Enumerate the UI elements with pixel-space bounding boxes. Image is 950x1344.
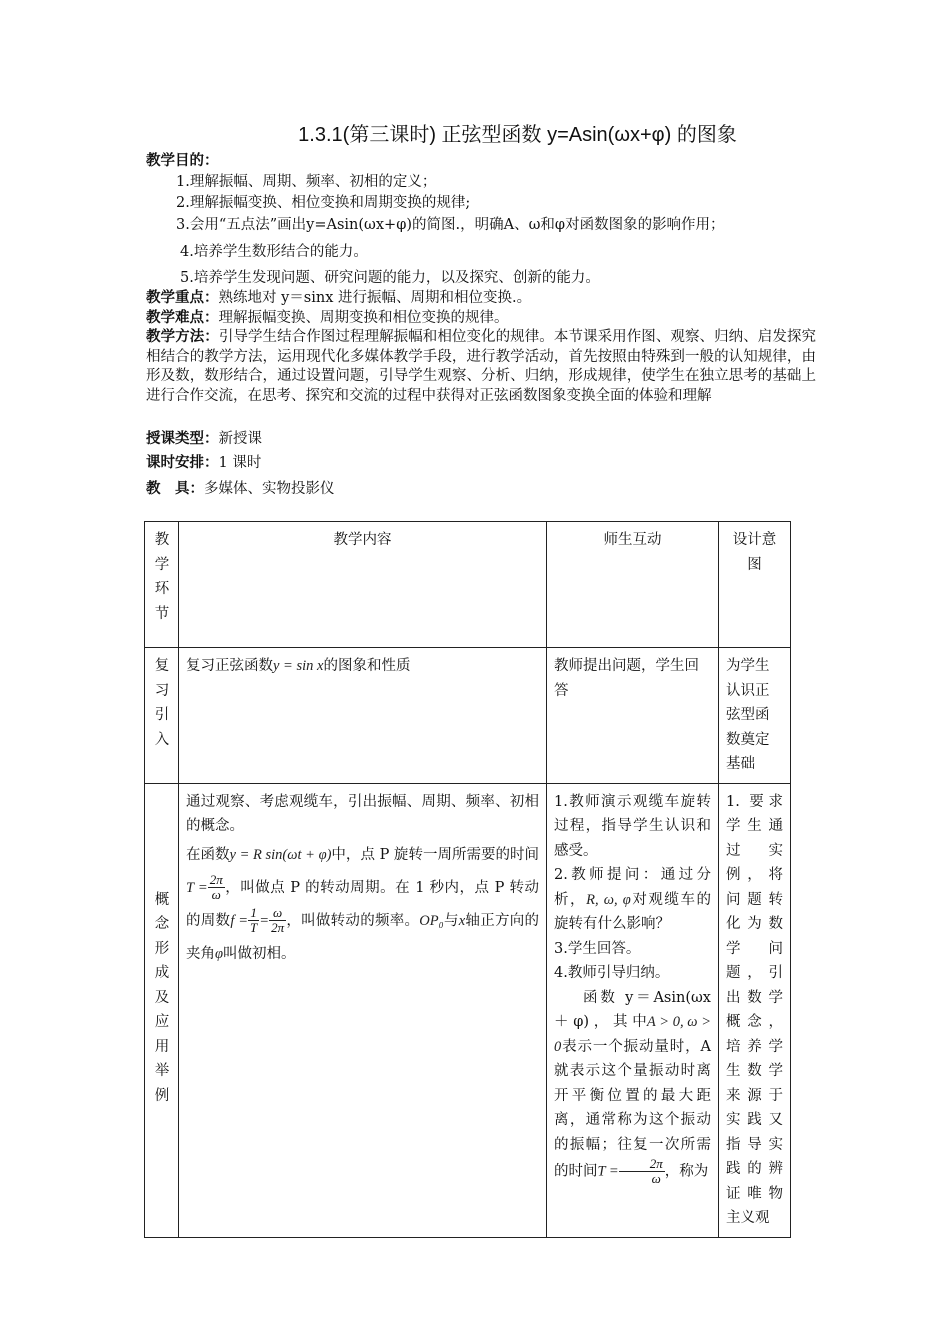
row2-interaction	[547, 783, 719, 1237]
text: 中，点 P 旋转一周所需要的时间	[331, 846, 539, 863]
objective-item: 1.理解振幅、周期、频率、初相的定义；	[176, 174, 437, 190]
row2-content-definitions	[186, 839, 539, 971]
fraction-period	[619, 1157, 665, 1186]
row1-interaction: 教师提出问题，学生回答	[547, 648, 719, 784]
text: 对观缆车的旋转有什么影响？	[554, 891, 712, 932]
formula-T: T =	[186, 879, 208, 896]
key-point-text: 熟练地对 y＝sinx 进行振幅、周期和相位变换.。	[218, 290, 532, 306]
row1-content	[179, 648, 547, 784]
method-text: 引导学生结合作图过程理解振幅和相位变化的规律。本节课采用作图、观察、归纳、启发探究相结合的教学方法，运用现代化多媒体教学手段，进行教学活动，首先按照由特殊到一般的认知规律，由形及数，数形结合，通过设置问题，引导学生观察、分析、归纳，形成规律，使学生在独立思考的基础上进行合作交流，在思考、探究和交流的过程中获得对正弦函数图象变换全面的体验和理解	[146, 329, 817, 404]
key-point	[146, 289, 531, 307]
equals: =	[259, 912, 270, 929]
lesson-type-text: 新授课	[218, 431, 262, 447]
lesson-type-label: 授课类型：	[146, 430, 219, 447]
text: 函数 y＝Asin(ωx＋ φ) ， 其 中	[554, 989, 711, 1030]
header-interaction: 师生互动	[547, 522, 719, 648]
text: ，称为	[664, 1163, 709, 1180]
text: 轴正方向的夹角	[186, 912, 540, 962]
objectives-label: 教学目的：	[146, 152, 219, 169]
interaction-definition	[554, 986, 711, 1187]
row1-stage: 复习引入	[154, 658, 170, 748]
frac-num: 1	[248, 906, 259, 921]
text: 叫做初相。	[223, 945, 296, 962]
text: 2.教师提问：通过分析，	[554, 867, 711, 908]
table-row	[145, 783, 791, 1237]
text: ，叫做点 P 的转动周期。在 1 秒内，点 P 转动的周数	[186, 879, 539, 929]
formula-phi: φ	[215, 945, 224, 962]
page-title: 1.3.1(第三课时) 正弦型函数 y=Asin(ωx+φ) 的图象	[298, 124, 737, 146]
tools-text: 多媒体、实物投影仪	[204, 481, 335, 497]
lesson-type	[146, 430, 262, 448]
objective-item: 2.理解振幅变换、相位变换和周期变换的规律;	[176, 195, 471, 211]
schedule	[146, 454, 261, 472]
row2-content-intro: 通过观察、考虑观缆车，引出振幅、周期、频率、初相的概念。	[186, 793, 539, 834]
formula-f: f =	[230, 912, 249, 929]
lesson-table	[144, 521, 791, 1238]
formula-r-omega-phi: R, ω, φ	[586, 891, 631, 908]
row1-content-prefix: 复习正弦函数	[186, 658, 273, 674]
key-point-label: 教学重点：	[146, 289, 219, 306]
header-stage: 教学环节	[154, 532, 170, 622]
formula-a-omega: A > 0, ω > 0	[554, 1014, 712, 1055]
text: 与	[443, 912, 459, 929]
tools-label: 教 具：	[146, 480, 204, 497]
row2-intent: 1. 要求学生通过实例，将问题转化为数学问题，引出数学概念，培养学生数学来源于实践又指导实践的辨证唯物主义观	[719, 783, 791, 1237]
fraction-frequency	[269, 906, 286, 935]
interaction-step-1: 1.教师演示观缆车旋转过程，指导学生认识和感受。	[554, 793, 711, 859]
objective-item: 3.会用“五点法”画出y=Asin(ωx+φ)的简图.，明确A、ω和φ对函数图象的影响作用；	[176, 217, 725, 233]
formula-op0: OP₀	[419, 912, 444, 929]
row2-content	[179, 783, 547, 1237]
fraction-1-T	[248, 906, 259, 935]
formula-x: x	[458, 912, 466, 929]
formula-T: T =	[597, 1163, 619, 1180]
frac-den: ω	[651, 1171, 661, 1186]
header-intent: 设计意图	[719, 522, 791, 648]
frac-num: 2π	[209, 872, 223, 887]
header-content: 教学内容	[179, 522, 547, 648]
frac-num: 2π	[619, 1157, 665, 1172]
difficulty-label: 教学难点：	[146, 309, 219, 326]
text: 表示一个振动量时，A 就表示这个量振动时离开平衡位置的最大距离，通常称为这个振动的振幅；往复一次所需的时间	[554, 1038, 711, 1180]
frac-num: ω	[269, 906, 286, 921]
difficulty-text: 理解振幅变换、周期变换和相位变换的规律。	[218, 310, 509, 326]
text: 在函数	[186, 846, 230, 863]
interaction-step-2	[554, 863, 711, 937]
text: ，叫做转动的频率。	[286, 912, 420, 929]
schedule-label: 课时安排：	[146, 454, 219, 471]
tools	[146, 480, 335, 498]
interaction-step-3: 3.学生回答。	[554, 940, 641, 957]
frac-den: T	[250, 920, 258, 935]
row1-content-suffix: 的图象和性质	[323, 658, 411, 674]
table-header-row	[145, 522, 791, 648]
objective-item: 5.培养学生发现问题、研究问题的能力，以及探究、创新的能力。	[180, 270, 600, 286]
frac-den: ω	[211, 887, 221, 902]
frac-den: 2π	[271, 920, 285, 935]
method-label: 教学方法：	[146, 328, 219, 345]
method	[146, 327, 816, 406]
objective-item: 4.培养学生数形结合的能力。	[180, 244, 368, 260]
interaction-step-4: 4.教师引导归纳。	[554, 965, 670, 981]
fraction-period	[208, 873, 225, 902]
formula-sinx: y = sin x	[273, 658, 324, 674]
difficulty	[146, 309, 509, 327]
schedule-text: 1 课时	[218, 455, 262, 471]
row1-intent: 为学生认识正弦型函数奠定基础	[719, 648, 791, 784]
table-row	[145, 648, 791, 784]
formula-rsin: y = R sin(ωt + φ)	[229, 846, 332, 863]
row2-stage: 概念形成及应用举例	[154, 891, 170, 1104]
